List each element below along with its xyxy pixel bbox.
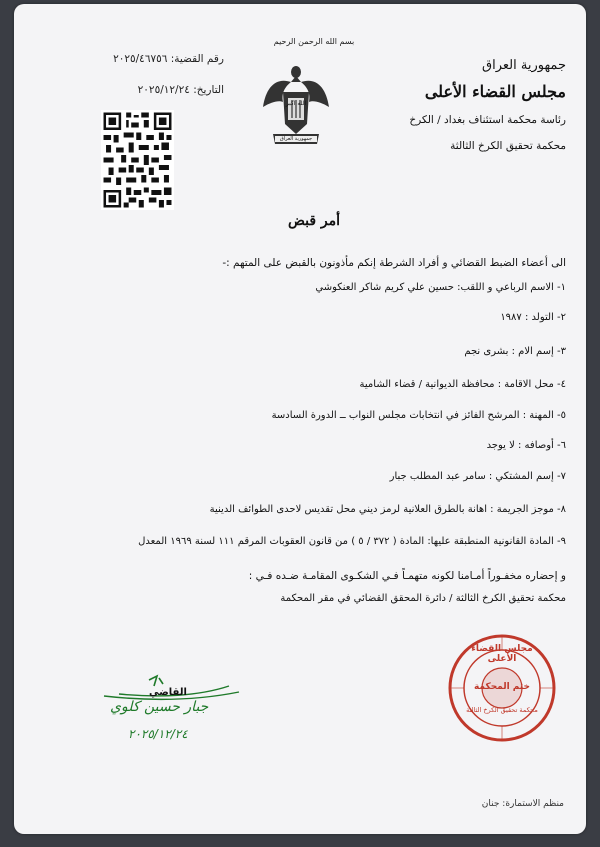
list-item: ٤- محل الاقامة : محافظة الديوانية / قضاء الشامية: [359, 379, 566, 390]
signature-date: ٢٠٢٥/١٢/٢٤: [128, 727, 188, 741]
list-item: ٧- إسم المشتكي : سامر عبد المطلب جبار: [389, 471, 566, 482]
closing-line: و إحضاره مخفـوراً أمـامنا لكونه متهمـاً فـي الشكـوى المقامـة ضـده فـي :: [248, 570, 566, 582]
header-court: محكمة تحقيق الكرخ الثالثة: [450, 140, 566, 152]
document-title: أمر قبض: [287, 213, 341, 229]
judge-name: جبار حسين كلوي: [110, 699, 209, 715]
emblem-inscription: جمهورية العراق: [279, 136, 313, 142]
header-country: جمهورية العراق: [482, 58, 566, 73]
qr-code-icon: [101, 110, 174, 210]
stamp-center-text: ختم المحكمة: [473, 682, 531, 692]
judge-label: القاضي: [149, 687, 187, 698]
list-item: ٦- أوصافه : لا يوجد: [486, 440, 566, 451]
header-council: مجلس القضاء الأعلى: [424, 82, 566, 101]
document-date: التاريخ: ٢٠٢٥/١٢/٢٤: [137, 84, 224, 96]
stamp-ring-text: مجلس القضاء الأعلى: [471, 644, 533, 664]
stamp-inner-text: محكمة تحقيق الكرخ الثالثة: [466, 706, 538, 714]
arrest-warrant-document: [14, 4, 586, 834]
list-item: ٨- موجز الجريمة : اهانة بالطرق العلانية لرمز ديني محل تقديس لاحدى الطوائف الدينية: [209, 504, 566, 515]
header-presidency: رئاسة محكمة استئناف بغداد / الكرخ: [409, 114, 566, 126]
form-organizer: منظم الاستمارة: جنان: [481, 799, 564, 809]
list-item: ٣- إسم الام : بشرى نجم: [464, 346, 566, 357]
emblem-motto: الله اكبر: [285, 100, 307, 107]
list-item: ٥- المهنة : المرشح الفائز في انتخابات مجلس النواب ــ الدورة السادسة: [271, 410, 566, 421]
list-item: ١- الاسم الرباعي و اللقب: حسين علي كريم شاكر العنكوشي: [315, 282, 566, 293]
list-item: ٩- المادة القانونية المنطبقة عليها: المادة ( ٣٧٢ / ٥ ) من قانون العقوبات المرقم ١١١ لسنة ١٩٦٩ المعدل: [138, 536, 566, 547]
case-number: رقم القضية: ٢٠٢٥/٤٦٧٥٦: [113, 53, 224, 65]
bismillah: بسم الله الرحمن الرحيم: [273, 37, 355, 46]
intro-line: الى أعضاء الضبط القضائي و أفراد الشرطة إنكم مأذونون بالقبض على المتهم :-: [222, 257, 566, 269]
closing-court-line: محكمة تحقيق الكرخ الثالثة / دائرة المحقق القضائي في مقر المحكمة: [280, 593, 566, 604]
list-item: ٢- التولد : ١٩٨٧: [500, 312, 566, 323]
